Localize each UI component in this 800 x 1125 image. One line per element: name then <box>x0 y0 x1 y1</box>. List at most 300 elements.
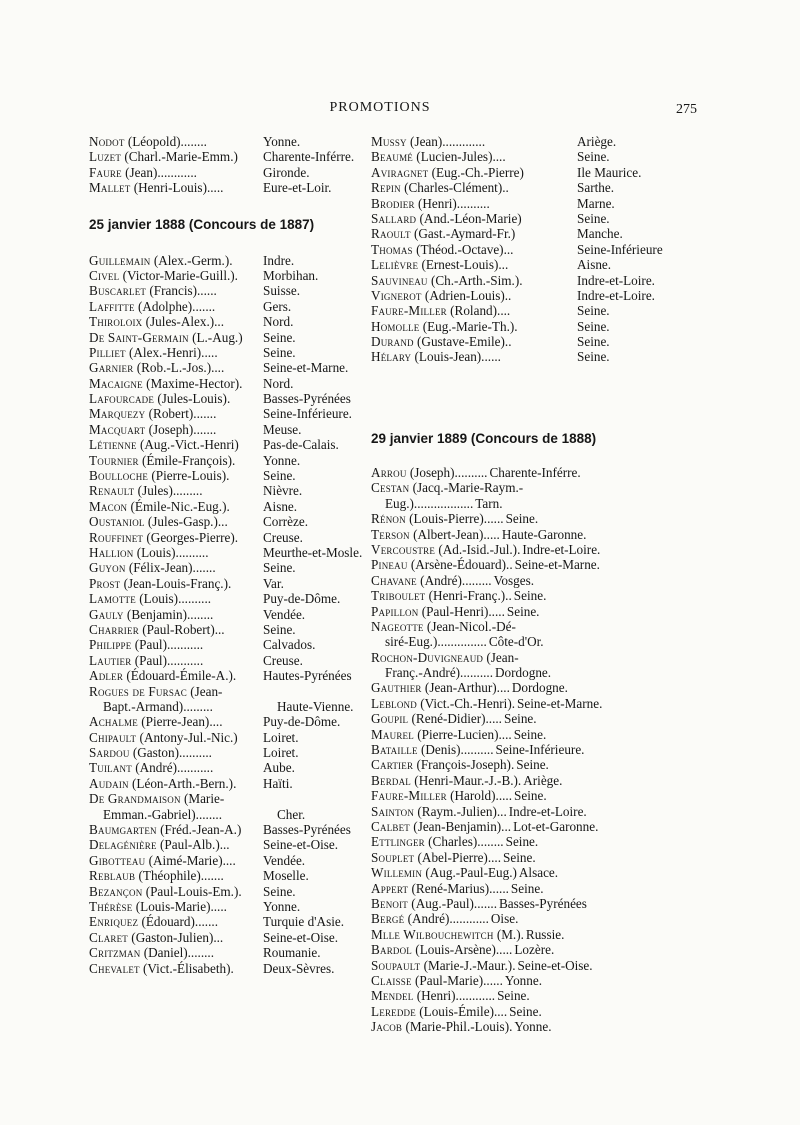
person-name <box>89 468 261 483</box>
person-name <box>89 422 261 437</box>
given-names: (Denis).......... <box>417 742 494 758</box>
surname: Macquart <box>89 421 146 437</box>
surname: Thiroloix <box>89 314 143 330</box>
person-name <box>371 588 512 603</box>
person-name <box>89 853 261 868</box>
given-names: (And.-Léon-Marie) <box>416 210 522 226</box>
given-names: (Jules-Alex.)... <box>142 314 225 330</box>
origin-place: Dordogne. <box>495 665 552 681</box>
list-item <box>89 745 389 760</box>
list-item <box>371 881 701 896</box>
surname: Vignerot <box>371 287 422 303</box>
given-names: Emman.-Gabriel)........ <box>103 806 223 822</box>
given-names: (Arsène-Édouard).. <box>407 557 513 573</box>
given-names: (René-Marius)...... <box>408 880 509 896</box>
given-names: (Édouard-Émile-A.). <box>123 668 237 684</box>
left-column <box>89 134 389 976</box>
surname: Durand <box>371 334 414 350</box>
list-item <box>371 303 701 318</box>
origin-place: Eure-et-Loir. <box>263 180 332 196</box>
person-name <box>371 604 505 619</box>
person-name <box>89 165 261 180</box>
list-item <box>371 242 701 257</box>
list-item <box>371 196 701 211</box>
list-item <box>89 699 389 714</box>
given-names: (Henri-Maur.-J.-B.). <box>411 772 522 788</box>
left-promotion-list <box>89 253 389 976</box>
origin-place: Indre-et-Loire. <box>522 541 601 557</box>
given-names: (Marie-Phil.-Louis). <box>402 1019 513 1035</box>
person-name <box>371 165 575 180</box>
person-name <box>371 850 501 865</box>
list-item <box>89 730 389 745</box>
list-item <box>371 727 701 742</box>
origin-place: Seine-et-Marne. <box>263 360 349 376</box>
origin-place: Yonne. <box>263 452 301 468</box>
surname: Souplet <box>371 849 415 865</box>
origin-place: Seine-et-Marne. <box>517 695 603 711</box>
surname: Charrier <box>89 621 139 637</box>
list-item <box>371 911 701 926</box>
given-names: (Abel-Pierre).... <box>414 849 502 865</box>
origin-place: Nord. <box>263 314 294 330</box>
origin-place: Tarn. <box>475 495 503 511</box>
person-name <box>371 988 495 1003</box>
surname: Gibotteau <box>89 852 146 868</box>
person-name <box>89 807 275 822</box>
surname: Soupault <box>371 957 421 973</box>
given-names: (L.-Aug.) <box>188 329 243 345</box>
surname: Rochon-Duvigneaud <box>371 649 484 665</box>
origin-place: Seine. <box>510 880 544 896</box>
list-item <box>371 773 701 788</box>
surname: Audain <box>89 775 129 791</box>
person-name <box>89 637 261 652</box>
origin-place: Seine. <box>577 334 610 350</box>
given-names: (Jean-Louis-Franç.). <box>120 575 232 591</box>
list-item <box>89 668 389 683</box>
person-name <box>371 257 575 272</box>
list-item <box>371 273 701 288</box>
list-item <box>89 514 389 529</box>
list-item <box>371 650 701 665</box>
person-name <box>371 619 516 634</box>
list-item <box>89 268 389 283</box>
given-names: (Charl.-Marie-Emm.) <box>121 149 238 165</box>
given-names: (Fréd.-Jean-A.) <box>156 822 242 838</box>
surname: Homolle <box>371 318 420 334</box>
list-item <box>371 557 701 572</box>
person-name <box>371 542 520 557</box>
origin-place: Seine. <box>263 883 296 899</box>
surname: Mlle Wilbouchewitch <box>371 926 494 942</box>
origin-place: Dordogne. <box>511 680 568 696</box>
given-names: (Marie- <box>180 791 225 807</box>
person-name <box>371 834 504 849</box>
origin-place: Roumanie. <box>263 945 321 961</box>
person-name <box>89 668 261 683</box>
person-name <box>89 884 261 899</box>
list-item <box>89 165 389 180</box>
person-name <box>89 914 261 929</box>
origin-place: Seine. <box>263 344 296 360</box>
given-names: Bapt.-Armand)......... <box>103 698 213 714</box>
list-item <box>371 711 701 726</box>
given-names: (Rob.-L.-Jos.).... <box>133 360 225 376</box>
surname: Pineau <box>371 557 408 573</box>
surname: Goupil <box>371 711 409 727</box>
list-item <box>89 853 389 868</box>
list-item <box>371 788 701 803</box>
origin-place: Gers. <box>263 298 292 314</box>
person-name <box>89 837 261 852</box>
surname: Vercoustre <box>371 541 436 557</box>
origin-place: Ile Maurice. <box>577 164 642 180</box>
origin-place: Indre-et-Loire. <box>577 272 655 288</box>
given-names: (Joseph).......... <box>406 465 488 480</box>
surname: De Saint-Germain <box>89 329 189 345</box>
list-item <box>89 499 389 514</box>
origin-place: Indre-et-Loire. <box>508 803 587 819</box>
person-name <box>371 942 512 957</box>
list-item <box>89 345 389 360</box>
given-names: (Paul-Alb.)... <box>156 837 230 853</box>
given-names: (Victor-Marie-Guill.). <box>119 267 238 283</box>
list-item <box>89 376 389 391</box>
person-name <box>371 757 514 772</box>
given-names: (Jacq.-Marie-Raym.- <box>409 480 524 496</box>
surname: Gauly <box>89 606 124 622</box>
person-name <box>89 330 261 345</box>
person-name <box>371 273 575 288</box>
given-names: (Paul-Marie)...... <box>411 972 503 988</box>
given-names: (Vict.-Élisabeth). <box>139 960 234 976</box>
surname: Reblaub <box>89 868 136 884</box>
origin-place: Nord. <box>263 375 294 391</box>
origin-place: Morbihan. <box>263 267 319 283</box>
person-name <box>371 511 504 526</box>
given-names: (Joseph)....... <box>145 421 217 437</box>
given-names: (André)........... <box>131 760 214 776</box>
origin-place: Seine. <box>263 468 296 484</box>
list-item <box>89 822 389 837</box>
list-item <box>89 437 389 452</box>
list-item <box>371 334 701 349</box>
list-item <box>371 496 701 511</box>
origin-place: Cher. <box>277 806 306 822</box>
list-item <box>371 349 701 364</box>
origin-place: Yonne. <box>504 972 543 988</box>
origin-place: Ariège. <box>523 772 563 788</box>
given-names: (Ad.-Isid.-Jul.). <box>435 541 521 557</box>
person-name <box>89 499 261 514</box>
right-column <box>371 134 701 365</box>
person-name <box>89 453 261 468</box>
person-name <box>89 134 261 149</box>
person-name <box>371 480 523 495</box>
origin-place: Seine. <box>577 318 610 334</box>
person-name <box>89 622 261 637</box>
person-name <box>371 896 497 911</box>
origin-place: Russie. <box>525 926 565 942</box>
list-item <box>89 899 389 914</box>
person-name <box>89 360 261 375</box>
origin-place: Seine-Inférieure <box>577 241 663 257</box>
list-item <box>371 865 701 880</box>
surname: Maurel <box>371 726 414 742</box>
surname: Laffitte <box>89 298 135 314</box>
origin-place: Aube. <box>263 760 295 776</box>
given-names: (Antony-Jul.-Nic.) <box>136 729 238 745</box>
right-column-1889 <box>371 431 701 1034</box>
given-names: (Daniel)........ <box>140 945 215 961</box>
list-item <box>89 576 389 591</box>
list-item <box>371 896 701 911</box>
list-item <box>89 961 389 976</box>
list-item <box>89 360 389 375</box>
origin-place <box>516 619 518 634</box>
list-item <box>371 819 701 834</box>
person-name <box>371 527 500 542</box>
list-item <box>89 253 389 268</box>
person-name <box>371 788 512 803</box>
origin-place: Seine. <box>506 603 540 619</box>
person-name <box>89 822 261 837</box>
list-item <box>89 545 389 560</box>
list-item <box>371 1004 701 1019</box>
surname: Adler <box>89 668 124 684</box>
person-name <box>371 557 513 572</box>
surname: Brodier <box>371 195 415 211</box>
origin-place <box>261 791 263 806</box>
surname: Leredde <box>371 1003 416 1019</box>
list-item <box>89 180 389 195</box>
surname: Thomas <box>371 241 413 257</box>
origin-place: Creuse. <box>263 652 303 668</box>
given-names: (Jules)......... <box>134 483 203 499</box>
origin-place: Deux-Sèvres. <box>263 960 335 976</box>
person-name <box>371 650 519 665</box>
person-name <box>371 196 575 211</box>
given-names: (Jules-Gasp.)... <box>144 514 228 530</box>
surname: Sardou <box>89 745 130 761</box>
given-names: (Émile-Nic.-Eug.). <box>127 498 230 514</box>
person-name <box>89 283 261 298</box>
list-item <box>371 588 701 603</box>
surname: Prost <box>89 575 121 591</box>
person-name <box>89 545 261 560</box>
origin-place: Nièvre. <box>263 483 303 499</box>
list-item <box>89 684 389 699</box>
surname: Civel <box>89 267 120 283</box>
given-names: (Jules-Louis). <box>154 391 231 407</box>
list-item <box>371 850 701 865</box>
person-name <box>89 530 261 545</box>
surname: Faure-Miller <box>371 303 447 319</box>
person-name <box>371 334 575 349</box>
right-promotion-list <box>371 465 701 1034</box>
origin-place: Indre. <box>263 252 295 268</box>
list-item <box>371 973 701 988</box>
origin-place: Corrèze. <box>263 514 309 530</box>
person-name <box>371 303 575 318</box>
surname: Rouffinet <box>89 529 144 545</box>
person-name <box>89 714 261 729</box>
list-item <box>89 299 389 314</box>
surname: Jacob <box>371 1019 403 1035</box>
surname: Faure <box>89 164 122 180</box>
list-item <box>371 988 701 1003</box>
person-name <box>89 376 261 391</box>
surname: Beaumé <box>371 149 413 165</box>
surname: Appert <box>371 880 409 896</box>
given-names: (Vict.-Ch.-Henri). <box>416 695 516 711</box>
list-item <box>371 542 701 557</box>
person-name <box>371 911 489 926</box>
given-names: (Ernest-Louis)... <box>418 257 509 273</box>
list-item <box>89 653 389 668</box>
origin-place: Seine-Inférieure. <box>263 406 352 422</box>
given-names: (Marie-J.-Maur.). <box>420 957 516 973</box>
person-name <box>371 496 473 511</box>
origin-place: Seine-Inférieure. <box>495 742 585 758</box>
list-item <box>89 884 389 899</box>
surname: Enriquez <box>89 914 139 930</box>
origin-place: Ariège. <box>577 134 617 149</box>
list-item <box>89 283 389 298</box>
origin-place: Aisne. <box>263 498 298 514</box>
list-item <box>89 637 389 652</box>
origin-place: Seine. <box>263 560 296 576</box>
surname: Benoit <box>371 895 408 911</box>
given-names: (Henri-Louis)..... <box>130 180 224 196</box>
list-item <box>371 211 701 226</box>
surname: Calbet <box>371 818 410 834</box>
list-item <box>371 619 701 634</box>
list-item <box>89 314 389 329</box>
section-heading-1889: 29 janvier 1889 (Concours de 1888) <box>371 431 597 446</box>
origin-place: Suisse. <box>263 283 301 299</box>
person-name <box>89 945 261 960</box>
surname: Boulloche <box>89 468 149 484</box>
section-heading-1888: 25 janvier 1888 (Concours de 1887) <box>89 216 315 232</box>
list-item <box>371 927 701 942</box>
surname: Arrou <box>371 465 407 480</box>
surname: Pilliet <box>89 344 126 360</box>
list-item <box>89 468 389 483</box>
origin-place: Aisne. <box>577 257 612 273</box>
given-names: (Louis-Arsène)..... <box>412 942 513 958</box>
person-name <box>371 1019 512 1034</box>
person-name <box>89 345 261 360</box>
given-names: (André)............ <box>404 911 489 927</box>
surname: Delagénière <box>89 837 157 853</box>
surname: Repin <box>371 180 401 196</box>
left-intro-list <box>89 134 389 196</box>
person-name <box>371 211 575 226</box>
given-names: (Adolphe)....... <box>134 298 216 314</box>
list-item <box>89 560 389 575</box>
person-name <box>89 930 261 945</box>
surname: Critzman <box>89 945 141 961</box>
list-item <box>89 134 389 149</box>
surname: Lamotte <box>89 591 136 607</box>
surname: De Grandmaison <box>89 791 181 807</box>
list-item <box>371 149 701 164</box>
list-item <box>371 942 701 957</box>
origin-place: Puy-de-Dôme. <box>263 591 341 607</box>
person-name <box>89 745 261 760</box>
list-item <box>89 807 389 822</box>
given-names: (Charles)........ <box>424 834 504 850</box>
surname: Gauthier <box>371 680 422 696</box>
origin-place: Seine. <box>577 303 610 319</box>
surname: Chevalet <box>89 960 140 976</box>
given-names: (Paul-Henri)..... <box>418 603 505 619</box>
person-name <box>371 711 502 726</box>
origin-place: Charente-Inférre. <box>263 149 355 165</box>
origin-place: Seine. <box>514 788 547 804</box>
given-names: (Félix-Jean)....... <box>125 560 216 576</box>
given-names: (Édouard)....... <box>138 914 218 930</box>
person-name <box>89 437 261 452</box>
given-names: (Ch.-Arth.-Sim.). <box>427 272 523 288</box>
origin-place: Puy-de-Dôme. <box>263 714 341 730</box>
surname: Thérèse <box>89 898 133 914</box>
origin-place: Sarthe. <box>577 180 614 196</box>
list-item <box>89 406 389 421</box>
origin-place: Loiret. <box>263 745 299 761</box>
person-name <box>371 819 511 834</box>
given-names: siré-Eug.)............... <box>385 634 487 650</box>
surname: Bataille <box>371 742 418 758</box>
person-name <box>89 483 261 498</box>
given-names: (Raym.-Julien)... <box>414 803 507 819</box>
surname: Triboulet <box>371 588 426 604</box>
list-item <box>371 165 701 180</box>
origin-place <box>261 684 263 699</box>
person-name <box>371 288 575 303</box>
list-item <box>89 776 389 791</box>
list-item <box>371 573 701 588</box>
person-name <box>371 865 517 880</box>
surname: Buscarlet <box>89 283 147 299</box>
surname: Chavane <box>371 572 417 588</box>
person-name <box>89 730 261 745</box>
given-names: (Léopold)........ <box>124 134 207 149</box>
person-name <box>371 226 575 241</box>
origin-place: Seine. <box>505 511 539 527</box>
origin-place: Loiret. <box>263 729 299 745</box>
list-item <box>371 465 701 480</box>
origin-place: Meuse. <box>263 421 302 437</box>
list-item <box>371 958 701 973</box>
surname: Mendel <box>371 988 414 1004</box>
surname: Guyon <box>89 560 126 576</box>
list-item <box>89 714 389 729</box>
origin-place: Vendée. <box>263 852 306 868</box>
origin-place: Indre-et-Loire. <box>577 287 655 303</box>
person-name <box>89 180 261 195</box>
person-name <box>89 961 261 976</box>
origin-place: Seine. <box>505 834 539 850</box>
list-item <box>89 914 389 929</box>
person-name <box>371 696 515 711</box>
given-names: Franç.-André).......... <box>385 665 494 681</box>
list-item <box>89 930 389 945</box>
surname: Philippe <box>89 637 132 653</box>
surname: Lautier <box>89 652 132 668</box>
